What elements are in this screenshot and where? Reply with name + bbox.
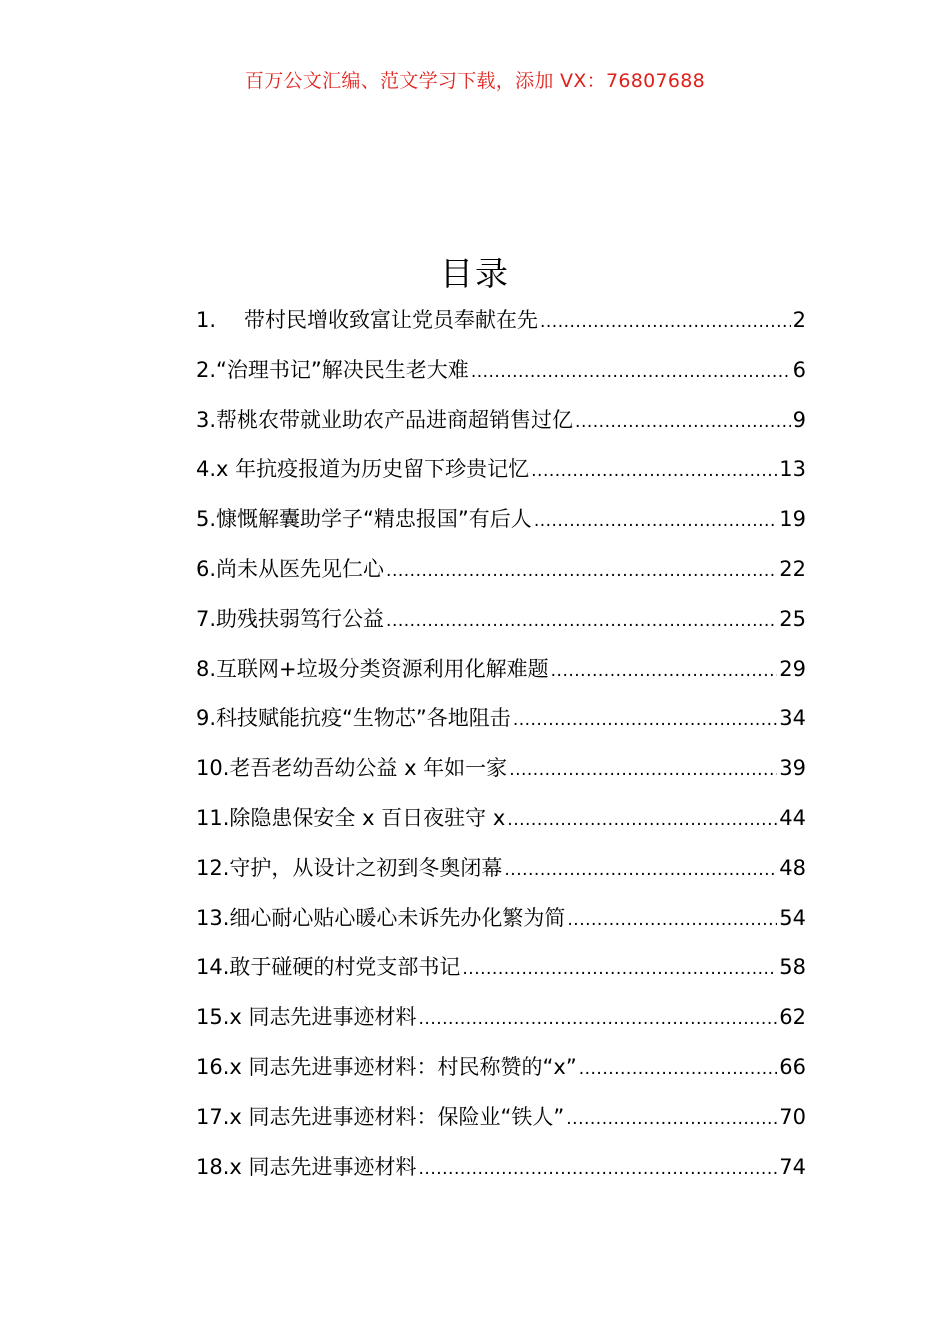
toc-entry-page: 39	[779, 756, 806, 781]
toc-entry-title: 助残扶弱笃行公益	[216, 606, 385, 631]
toc-entry-page: 19	[779, 507, 806, 532]
toc-entry-title: 尚未从医先见仁心	[216, 556, 385, 581]
toc-entry-title: x 同志先进事迹材料	[229, 1154, 417, 1179]
toc-entry-number: 5.	[196, 507, 217, 532]
toc-leader-dots	[579, 1045, 778, 1095]
toc-leader-dots	[540, 298, 791, 348]
toc-entry-title: 慷慨解囊助学子“精忠报国”有后人	[216, 507, 532, 532]
toc-entry[interactable]	[196, 595, 806, 645]
toc-entry-number: 1.	[196, 308, 217, 332]
toc-entry[interactable]	[196, 744, 806, 794]
toc-entry-page: 25	[779, 606, 806, 631]
toc-entry-number: 14.	[196, 955, 230, 980]
toc-entry-title: x 同志先进事迹材料：村民称赞的“x”	[229, 1054, 577, 1079]
toc-entry-number: 6.	[196, 556, 217, 581]
toc-entry-number: 2.	[196, 357, 217, 382]
toc-entry-title: 科技赋能抗疫“生物芯”各地阻击	[216, 706, 511, 731]
toc-leader-dots	[566, 1095, 777, 1145]
toc-entry-number: 7.	[196, 606, 217, 631]
toc-leader-dots	[531, 447, 777, 497]
toc-entry-page: 48	[779, 855, 806, 880]
toc-entry[interactable]	[196, 346, 806, 396]
toc-entry-title: 带村民增收致富让党员奉献在先	[244, 308, 538, 332]
toc-leader-dots	[386, 597, 777, 647]
toc-entry-title: x 年抗疫报道为历史留下珍贵记忆	[216, 457, 530, 482]
toc-entry-number: 9.	[196, 706, 217, 731]
toc-entry[interactable]	[196, 844, 806, 894]
toc-entry-page: 29	[779, 656, 806, 681]
toc-entry-page: 66	[779, 1054, 806, 1079]
toc-entry[interactable]	[196, 1043, 806, 1093]
toc-entry-title: 帮桃农带就业助农产品进商超销售过亿	[216, 407, 574, 432]
toc-entry[interactable]	[196, 495, 806, 545]
toc-entry[interactable]	[196, 794, 806, 844]
toc-entry-number: 18.	[196, 1154, 230, 1179]
toc-leader-dots	[513, 696, 777, 746]
toc-leader-dots	[386, 547, 777, 597]
toc-entry[interactable]	[196, 445, 806, 495]
toc-entry-page: 2	[792, 308, 806, 332]
toc-leader-dots	[551, 647, 778, 697]
toc-entry-title: 守护，从设计之初到冬奥闭幕	[229, 855, 503, 880]
toc-leader-dots	[504, 846, 777, 896]
toc-entry-page: 58	[779, 955, 806, 980]
toc-entry-number: 10.	[196, 756, 230, 781]
toc-entry-page: 74	[779, 1154, 806, 1179]
toc-entry-number: 12.	[196, 855, 230, 880]
toc-leader-dots	[462, 945, 777, 995]
toc-entry[interactable]	[196, 943, 806, 993]
toc-entry[interactable]	[196, 1143, 806, 1193]
toc-entry-page: 34	[779, 706, 806, 731]
toc-entry-page: 9	[792, 407, 806, 432]
toc-entry-page: 22	[779, 556, 806, 581]
toc-entry-title: 细心耐心贴心暖心未诉先办化繁为简	[229, 905, 566, 930]
toc-leader-dots	[509, 746, 777, 796]
toc-entry-title: 互联网+垃圾分类资源利用化解难题	[216, 656, 549, 681]
toc-entry-page: 62	[779, 1005, 806, 1030]
toc-entry-number: 11.	[196, 805, 230, 830]
toc-entry-number: 16.	[196, 1054, 230, 1079]
toc-entry-title: x 同志先进事迹材料	[229, 1005, 417, 1030]
toc-entry-number: 17.	[196, 1104, 230, 1129]
toc-leader-dots	[575, 398, 791, 448]
toc-leader-dots	[471, 348, 791, 398]
toc-entry-title: “治理书记”解决民生老大难	[216, 357, 469, 382]
toc-entry[interactable]	[196, 1093, 806, 1143]
toc-entry-number: 4.	[196, 457, 217, 482]
toc-entry-page: 13	[779, 457, 806, 482]
toc-entry-page: 44	[779, 805, 806, 830]
toc-entry-number: 8.	[196, 656, 217, 681]
toc-leader-dots	[534, 497, 777, 547]
toc-entry[interactable]	[196, 545, 806, 595]
table-of-contents	[196, 296, 806, 1192]
toc-leader-dots	[567, 896, 777, 946]
toc-entry[interactable]	[196, 993, 806, 1043]
toc-entry[interactable]	[196, 894, 806, 944]
page-title: 目录	[440, 254, 510, 293]
toc-entry-title: 除隐患保安全 x 百日夜驻守 x	[229, 805, 506, 830]
toc-entry-number: 3.	[196, 407, 217, 432]
toc-entry[interactable]	[196, 296, 806, 346]
toc-entry[interactable]	[196, 645, 806, 695]
toc-entry-page: 54	[779, 905, 806, 930]
toc-entry[interactable]	[196, 396, 806, 446]
toc-entry-number: 13.	[196, 905, 230, 930]
toc-leader-dots	[419, 1145, 778, 1195]
toc-leader-dots	[419, 995, 778, 1045]
toc-entry-title: 敢于碰硬的村党支部书记	[229, 955, 461, 980]
toc-leader-dots	[507, 796, 777, 846]
toc-entry-title: x 同志先进事迹材料：保险业“铁人”	[229, 1104, 565, 1129]
toc-entry-number: 15.	[196, 1005, 230, 1030]
toc-entry-title: 老吾老幼吾幼公益 x 年如一家	[229, 756, 508, 781]
watermark-header: 百万公文汇编、范文学习下载，添加 VX：76807688	[244, 70, 706, 92]
toc-entry-page: 70	[779, 1104, 806, 1129]
toc-entry-page: 6	[792, 357, 806, 382]
toc-entry[interactable]	[196, 694, 806, 744]
